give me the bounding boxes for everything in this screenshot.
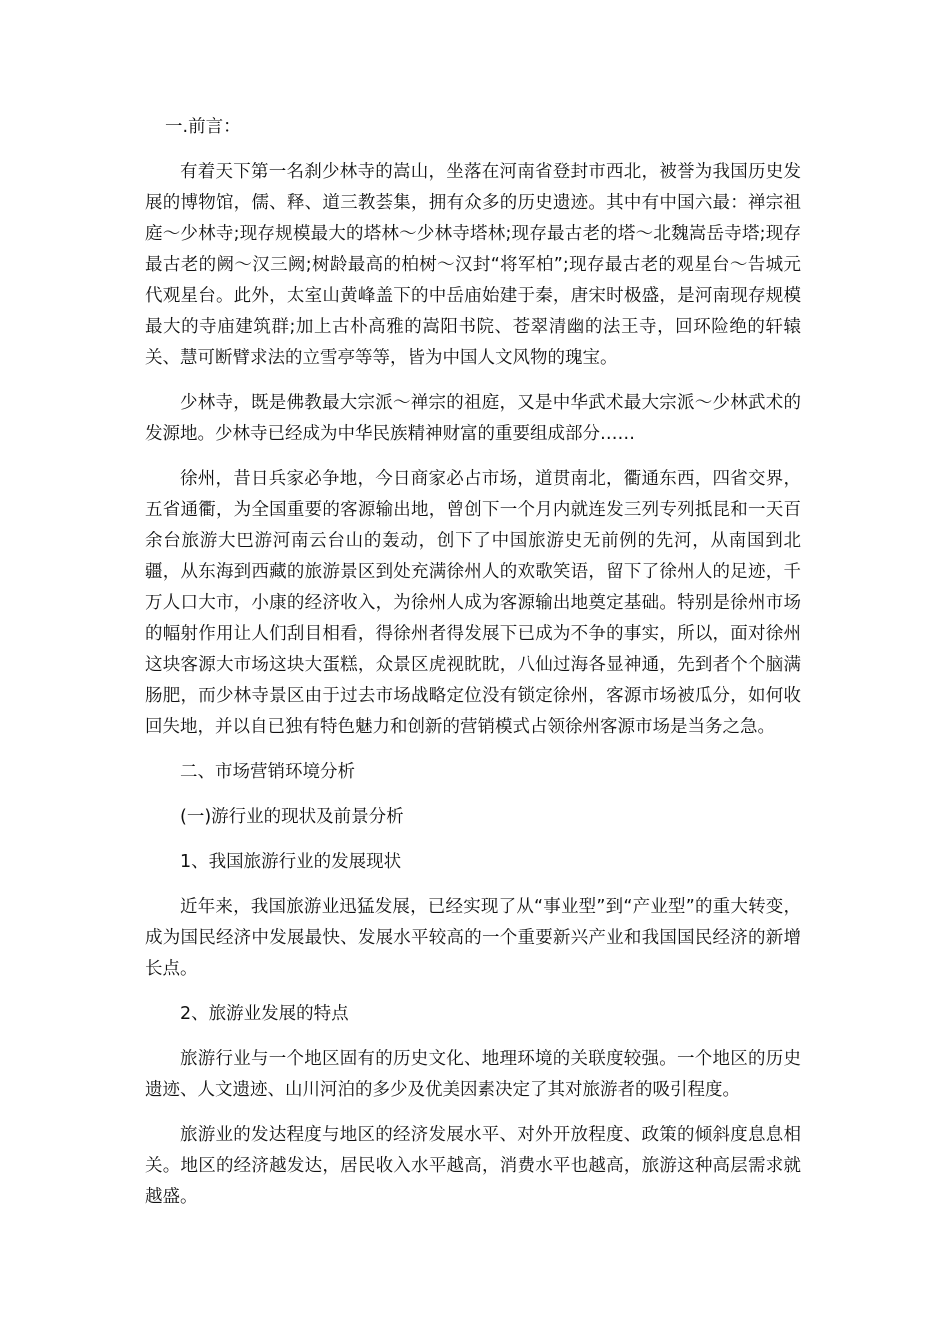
item-2-paragraph-2: 旅游业的发达程度与地区的经济发展水平、对外开放程度、政策的倾斜度息息相关。地区的经济越发达，居民收入水平越高，消费水平也越高，旅游这种高层需求就越盛。 (145, 1125, 801, 1207)
intro-paragraph-2: 少林寺，既是佛教最大宗派～禅宗的祖庭，又是中华武术最大宗派～少林武术的发源地。少林寺已经成为中华民族精神财富的重要组成部分…… (145, 393, 801, 444)
subsection-1-heading: (一)游行业的现状及前景分析 (180, 807, 404, 827)
item-1-paragraph: 近年来，我国旅游业迅猛发展，已经实现了从“事业型”到“产业型”的重大转变，成为国民经济中发展最快、发展水平较高的一个重要新兴产业和我国国民经济的新增长点。 (145, 897, 801, 979)
intro-paragraph-3: 徐州，昔日兵家必争地，今日商家必占市场，道贯南北，衢通东西，四省交界，五省通衢，为全国重要的客源输出地，曾创下一个月内就连发三列专列抵昆和一天百余台旅游大巴游河南云台山的轰动，创下了中国旅游史无前例的先河，从南国到北疆，从东海到西藏的旅游景区到处充满徐州人的欢歌笑语，留下了徐州人的足迹，千万人口大市，小康的经济收入，为徐州人成为客源输出地奠定基础。特别是徐州市场的幅射作用让人们刮目相看，得徐州者得发展下已成为不争的事实，所以，面对徐州这块客源大市场这块大蛋糕，众景区虎视眈眈，八仙过海各显神通，先到者个个脑满肠肥，而少林寺景区由于过去市场战略定位没有锁定徐州，客源市场被瓜分，如何收回失地，并以自已独有特色魅力和创新的营销模式占领徐州客源市场是当务之急。 (145, 469, 801, 737)
section-2-heading: 二、市场营销环境分析 (180, 762, 355, 782)
item-2-heading: 2、旅游业发展的特点 (180, 1004, 349, 1024)
item-2-paragraph-1: 旅游行业与一个地区固有的历史文化、地理环境的关联度较强。一个地区的历史遗迹、人文遗迹、山川河泊的多少及优美因素决定了其对旅游者的吸引程度。 (145, 1049, 801, 1100)
intro-heading: 一.前言： (165, 117, 241, 137)
document-body (145, 112, 801, 1227)
item-1-heading: 1、我国旅游行业的发展现状 (180, 852, 402, 872)
intro-paragraph-1: 有着天下第一名刹少林寺的嵩山，坐落在河南省登封市西北，被誉为我国历史发展的博物馆，儒、释、道三教荟集，拥有众多的历史遗迹。其中有中国六最：禅宗祖庭～少林寺;现存规模最大的塔林～少林寺塔林;现存最古老的塔～北魏嵩岳寺塔;现存最古老的阙～汉三阙;树龄最高的柏树～汉封“将军柏”;现存最古老的观星台～告城元代观星台。此外，太室山黄峰盖下的中岳庙始建于秦，唐宋时极盛，是河南现存规模最大的寺庙建筑群;加上古朴高雅的嵩阳书院、苍翠清幽的法王寺，回环险绝的轩辕关、慧可断臂求法的立雪亭等等，皆为中国人文风物的瑰宝。 (145, 162, 801, 368)
